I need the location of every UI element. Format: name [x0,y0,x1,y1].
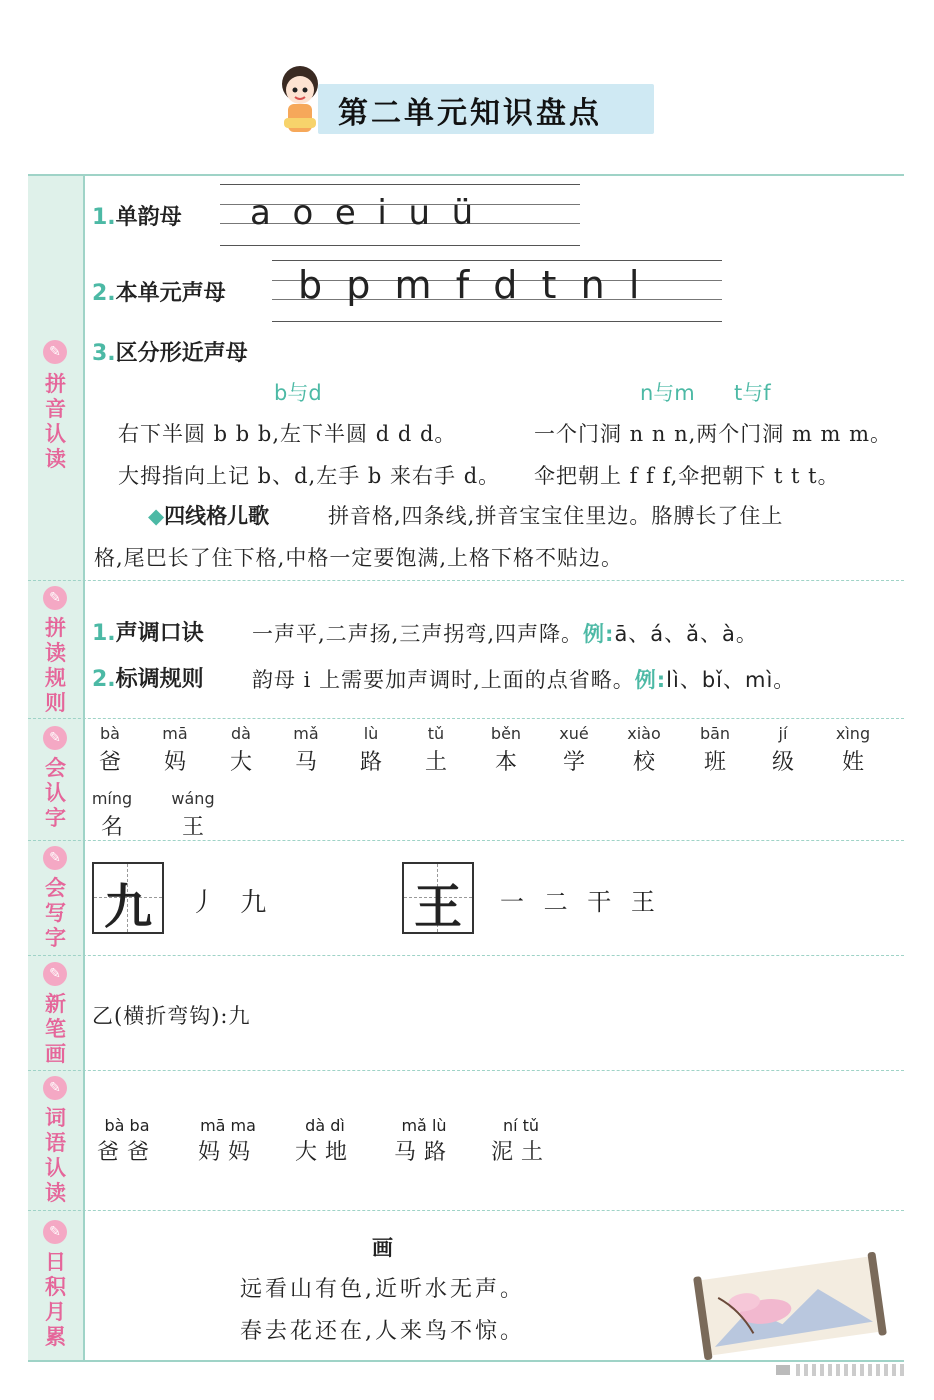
poem-line: 春去花还在,人来鸟不惊。 [240,1319,525,1344]
item-heading: 2.本单元声母 [92,281,226,306]
landscape-scroll-icon [690,1248,890,1360]
new-stroke: 乙(横折弯钩):九 [92,1004,251,1028]
section-divider [28,1070,904,1071]
char-item: mā 妈 [162,724,188,775]
char-item: mǎ 马 [293,724,319,775]
pencil-icon: ✎ [43,726,67,750]
side-label-pinyin: 拼 音 认 读 [45,372,66,471]
poem-line: 远看山有色,近听水无声。 [240,1277,525,1302]
word-item: bà ba 爸爸 [96,1116,157,1165]
bottom-rule [28,1360,904,1362]
tone-rule: 一声平,二声扬,三声拐弯,四声降。例:ā、á、ǎ、à。 [252,622,758,646]
char-item: xìng 姓 [835,724,871,775]
char-item: lù 路 [359,724,382,775]
pencil-icon: ✎ [43,962,67,986]
stroke-order: 丿 九 [190,888,275,918]
char-item: bà 爸 [98,724,121,775]
section-divider [28,580,904,581]
mnemonic-line: 伞把朝上 f f f,伞把朝下 t t t。 [534,464,840,488]
mnemonic-line: 一个门洞 n n n,两个门洞 m m m。 [534,422,893,446]
side-label-jilei: 日 积 月 累 [45,1250,66,1349]
page-title: 第二单元知识盘点 [338,96,602,131]
section-divider [28,955,904,956]
char-item: tǔ 土 [424,724,447,775]
mnemonic-line: 大拇指向上记 b、d,左手 b 来右手 d。 [118,464,501,488]
single-finals: a o e i u ü [250,193,474,233]
pencil-icon: ✎ [43,1220,67,1244]
section-divider [28,840,904,841]
char-item: běn 本 [490,724,522,775]
stroke-order: 一 二 干 王 [500,888,661,916]
char-item: xiào 校 [627,724,661,775]
side-label-pindu: 拼 读 规 则 [45,616,66,715]
item-heading: 1.单韵母 [92,205,182,230]
pair-b-d: b与d [274,381,322,405]
pencil-icon: ✎ [43,340,67,364]
side-label-xiezi: 会 写 字 [45,876,66,950]
pencil-icon: ✎ [43,586,67,610]
diamond-icon: ◆ [148,504,165,528]
song-title: ◆四线格儿歌 [148,504,270,528]
char-item: wáng 王 [171,789,215,840]
rule-heading: 1.声调口诀 [92,621,204,646]
tian-grid: 九 [92,862,164,934]
pair-t-f: t与f [734,381,771,405]
pencil-icon: ✎ [43,1076,67,1100]
song-line: 格,尾巴长了住下格,中格一定要饱满,上格下格不贴边。 [94,546,624,570]
song-line: 拼音格,四条线,拼音宝宝住里边。胳膊长了住上 [328,504,784,528]
tone-mark-rule: 韵母 i 上需要加声调时,上面的点省略。例:lì、bǐ、mì。 [252,668,796,692]
char-item: míng 名 [91,789,133,840]
unit-initials: b p m f d t n l [298,263,640,307]
rule-heading: 2.标调规则 [92,667,204,692]
word-item: ní tǔ 泥土 [490,1116,551,1165]
char-item: dà 大 [229,724,252,775]
word-item: mǎ lù 马路 [393,1116,454,1165]
section-divider [28,1210,904,1211]
char-item: bān 班 [699,724,731,775]
poem-title: 画 [372,1235,393,1260]
pencil-icon: ✎ [43,846,67,870]
side-label-ciyu: 词 语 认 读 [45,1106,66,1205]
mnemonic-line: 右下半圆 b b b,左下半圆 d d d。 [118,422,457,446]
section-divider [28,718,904,719]
pair-n-m: n与m [640,381,695,405]
side-label-bihua: 新 笔 画 [45,992,66,1066]
item-heading: 3.区分形近声母 [92,341,248,366]
word-item: dà dì 大地 [294,1116,355,1165]
side-label-renzi: 会 认 字 [45,756,66,830]
top-rule [28,174,904,176]
tian-grid: 王 [402,862,474,934]
char-item: xué 学 [559,724,589,775]
watermark-icon [776,1362,916,1378]
word-item: mā ma 妈妈 [197,1116,258,1165]
char-item: jí 级 [771,724,794,775]
